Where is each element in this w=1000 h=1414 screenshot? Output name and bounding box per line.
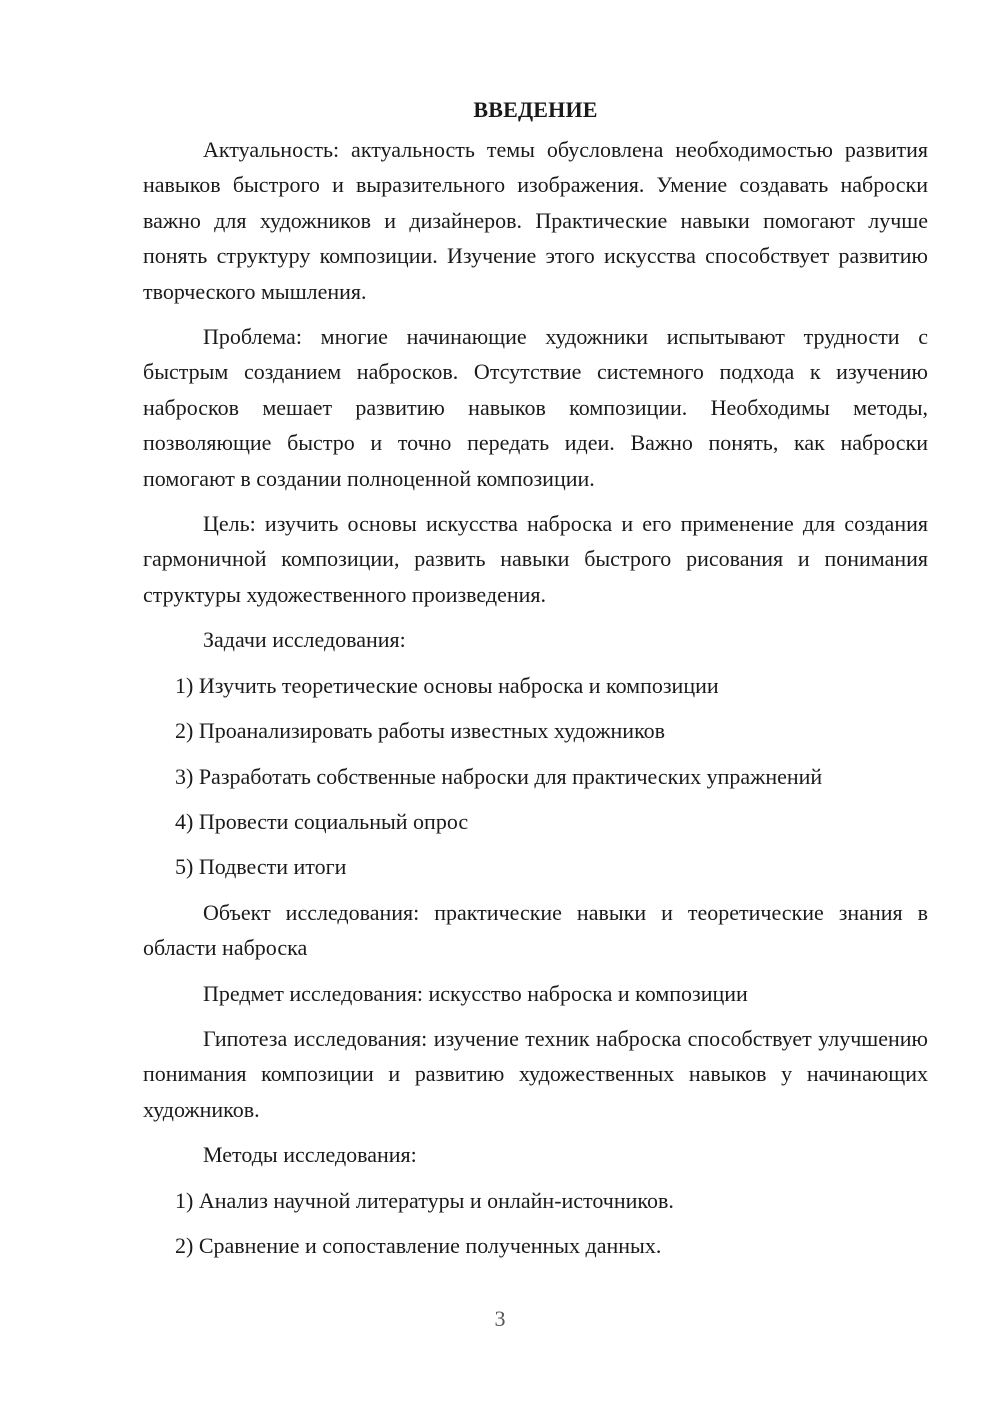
method-item: 2) Сравнение и сопоставление полученных данных.: [175, 1232, 662, 1258]
method-item: 1) Анализ научной литературы и онлайн-источников.: [175, 1187, 674, 1213]
relevance-paragraph: Актуальность: актуальность темы обусловлена необходимостью развития навыков быстрого и выразительного изображения. Умение создавать наброски важно для художников и дизайнеров. Практические навыки помогают лучше понять структуру композиции. Изучение этого искусства способствует развитию творческого мышления.: [143, 137, 928, 304]
page-number: 3: [494, 1306, 506, 1331]
task-item: 4) Провести социальный опрос: [175, 808, 469, 834]
task-item: 5) Подвести итоги: [175, 854, 347, 880]
problem-paragraph: Проблема: многие начинающие художники испытывают трудности с быстрым созданием набросков. Отсутствие системного подхода к изучению набросков мешает развитию навыков композиции. Необходимы методы, позволяющие быстро и точно передать идеи. Важно понять, как наброски помогают в создании полноценной композиции.: [143, 324, 928, 491]
task-item: 3) Разработать собственные наброски для практических упражнений: [175, 763, 823, 789]
methods-heading: Методы исследования:: [203, 1142, 417, 1168]
task-item: 2) Проанализировать работы известных художников: [175, 718, 666, 744]
page-content: [143, 92, 928, 1273]
object-paragraph: Объект исследования: практические навыки и теоретические знания в области наброска: [143, 899, 928, 961]
subject-paragraph: Предмет исследования: искусство наброска и композиции: [203, 980, 748, 1006]
hypothesis-paragraph: Гипотеза исследования: изучение техник наброска способствует улучшению понимания композиции и развитию художественных навыков у начинающих художников.: [143, 1025, 928, 1122]
tasks-heading: Задачи исследования:: [203, 627, 406, 653]
task-item: 1) Изучить теоретические основы наброска и композиции: [175, 672, 719, 698]
section-title: ВВЕДЕНИЕ: [473, 97, 598, 122]
goal-paragraph: Цель: изучить основы искусства наброска и его применение для создания гармоничной композиции, развить навыки быстрого рисования и понимания структуры художественного произведения.: [143, 511, 928, 607]
